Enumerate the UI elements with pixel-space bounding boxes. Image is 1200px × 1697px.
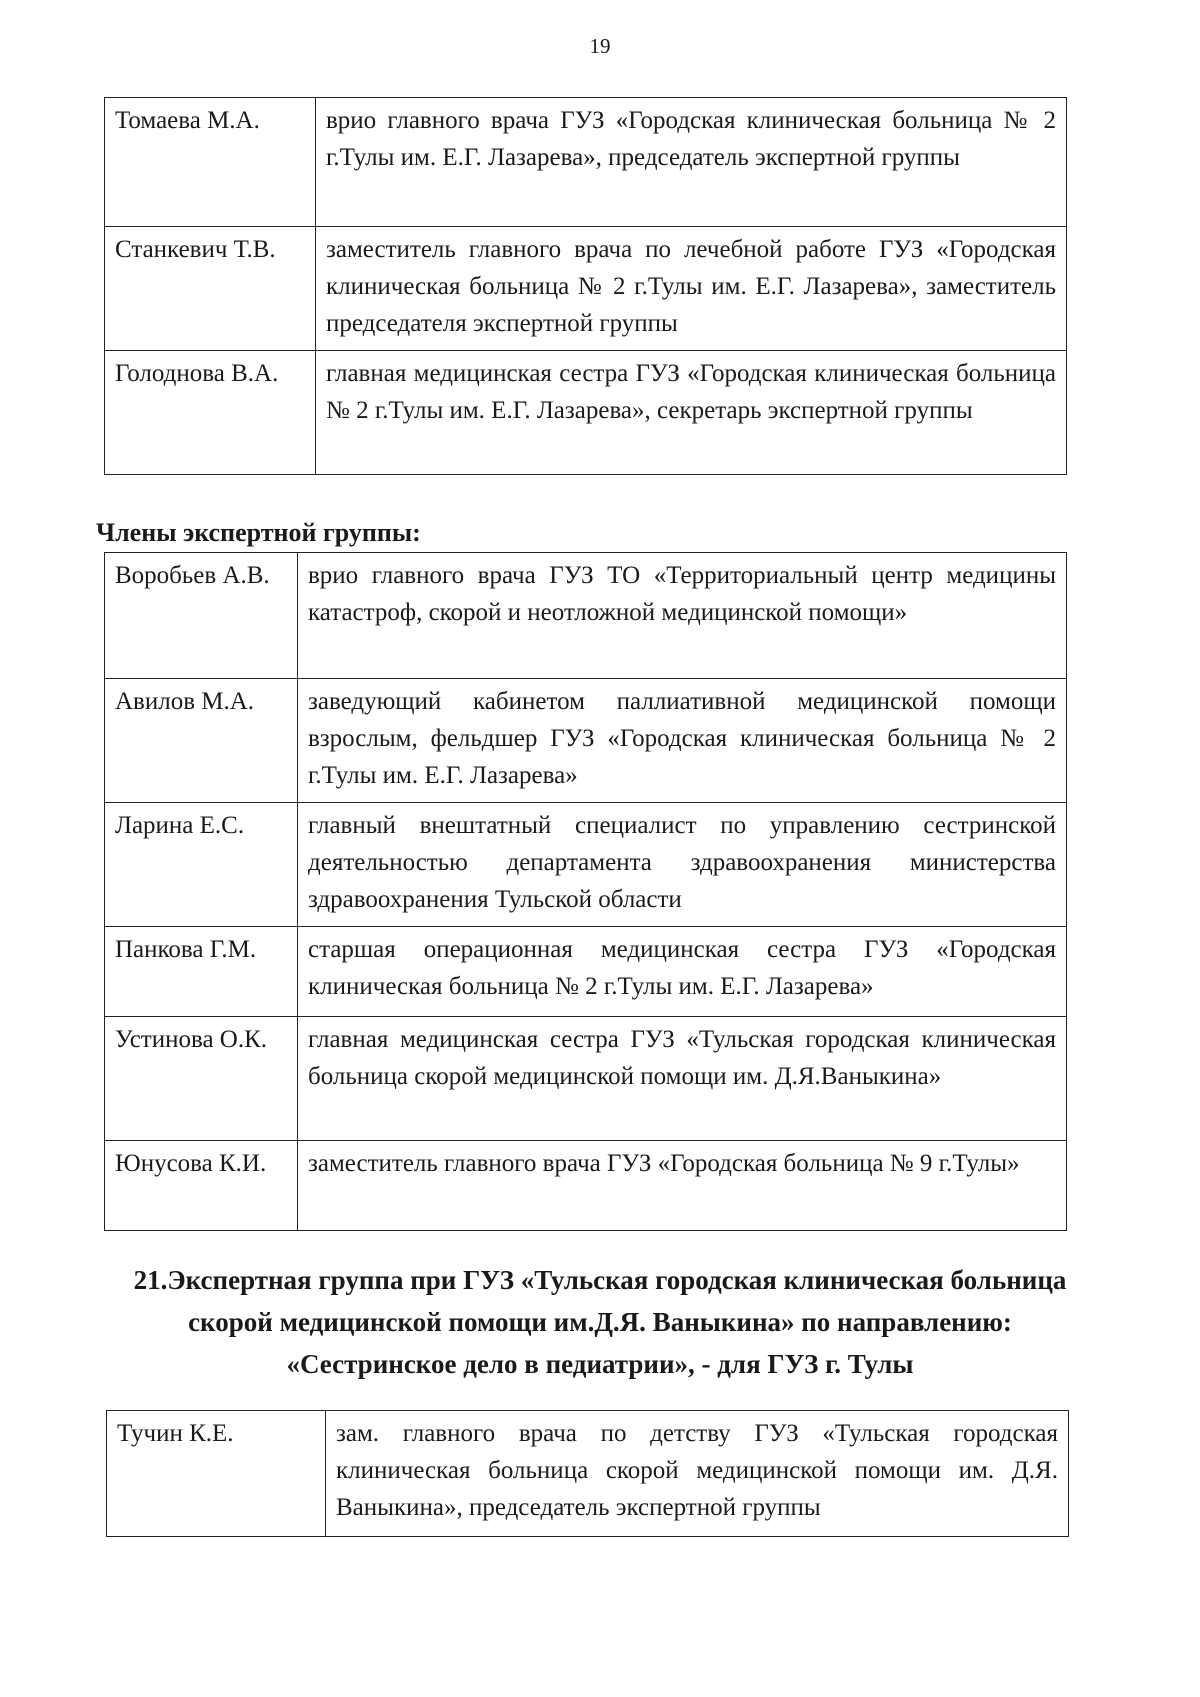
- section-table: [106, 1410, 1069, 1537]
- member-role: главная медицинская сестра ГУЗ «Городская клиническая больница № 2 г.Тулы им. Е.Г. Лазарева», секретарь экспертной группы: [316, 351, 1067, 475]
- members-heading: Члены экспертной группы:: [96, 518, 421, 547]
- table-row: [105, 98, 1067, 227]
- member-role: заместитель главного врача ГУЗ «Городская больница № 9 г.Тулы»: [298, 1141, 1067, 1231]
- member-role: заместитель главного врача по лечебной работе ГУЗ «Городская клиническая больница № 2 г.Тулы им. Е.Г. Лазарева», заместитель председателя экспертной группы: [316, 227, 1067, 351]
- member-name: Ларина Е.С.: [105, 803, 298, 927]
- table-row: [105, 679, 1067, 803]
- table-row: [105, 351, 1067, 475]
- member-name: Юнусова К.И.: [105, 1141, 298, 1231]
- table-row: [107, 1411, 1069, 1537]
- section-heading-line: «Сестринское дело в педиатрии», - для ГУЗ г. Тулы: [286, 1349, 914, 1379]
- member-name: Устинова О.К.: [105, 1017, 298, 1141]
- member-name: Голоднова В.А.: [105, 351, 316, 475]
- member-name: Томаева М.А.: [105, 98, 316, 227]
- member-name: Авилов М.А.: [105, 679, 298, 803]
- member-role: старшая операционная медицинская сестра ГУЗ «Городская клиническая больница № 2 г.Тулы им. Е.Г. Лазарева»: [298, 927, 1067, 1017]
- table-row: [105, 227, 1067, 351]
- member-role: главный внештатный специалист по управлению сестринской деятельностью департамента здравоохранения министерства здравоохранения Тульской области: [298, 803, 1067, 927]
- section-heading: [100, 1259, 1100, 1385]
- table-row: [105, 1141, 1067, 1231]
- member-role: главная медицинская сестра ГУЗ «Тульская городская клиническая больница скорой медицинской помощи им. Д.Я.Ваныкина»: [298, 1017, 1067, 1141]
- member-name: Станкевич Т.В.: [105, 227, 316, 351]
- section-heading-line: скорой медицинской помощи им.Д.Я. Ваныкина» по направлению:: [188, 1307, 1012, 1337]
- member-role: заведующий кабинетом паллиативной медицинской помощи взрослым, фельдшер ГУЗ «Городская клиническая больница № 2 г.Тулы им. Е.Г. Лазарева»: [298, 679, 1067, 803]
- member-name: Панкова Г.М.: [105, 927, 298, 1017]
- member-role: врио главного врача ГУЗ ТО «Территориальный центр медицины катастроф, скорой и неотложной медицинской помощи»: [298, 553, 1067, 679]
- member-name: Тучин К.Е.: [107, 1411, 326, 1537]
- table-row: [105, 927, 1067, 1017]
- table-row: [105, 1017, 1067, 1141]
- member-name: Воробьев А.В.: [105, 553, 298, 679]
- table-row: [105, 803, 1067, 927]
- member-role: врио главного врача ГУЗ «Городская клиническая больница № 2 г.Тулы им. Е.Г. Лазарева», председатель экспертной группы: [316, 98, 1067, 227]
- table-row: [105, 553, 1067, 679]
- members-table: [104, 552, 1067, 1231]
- page-number: 19: [589, 34, 611, 58]
- leadership-table: [104, 97, 1067, 475]
- member-role: зам. главного врача по детству ГУЗ «Тульская городская клиническая больница скорой медицинской помощи им. Д.Я. Ваныкина», председатель экспертной группы: [326, 1411, 1069, 1537]
- section-heading-line: 21.Экспертная группа при ГУЗ «Тульская городская клиническая больница: [133, 1265, 1067, 1295]
